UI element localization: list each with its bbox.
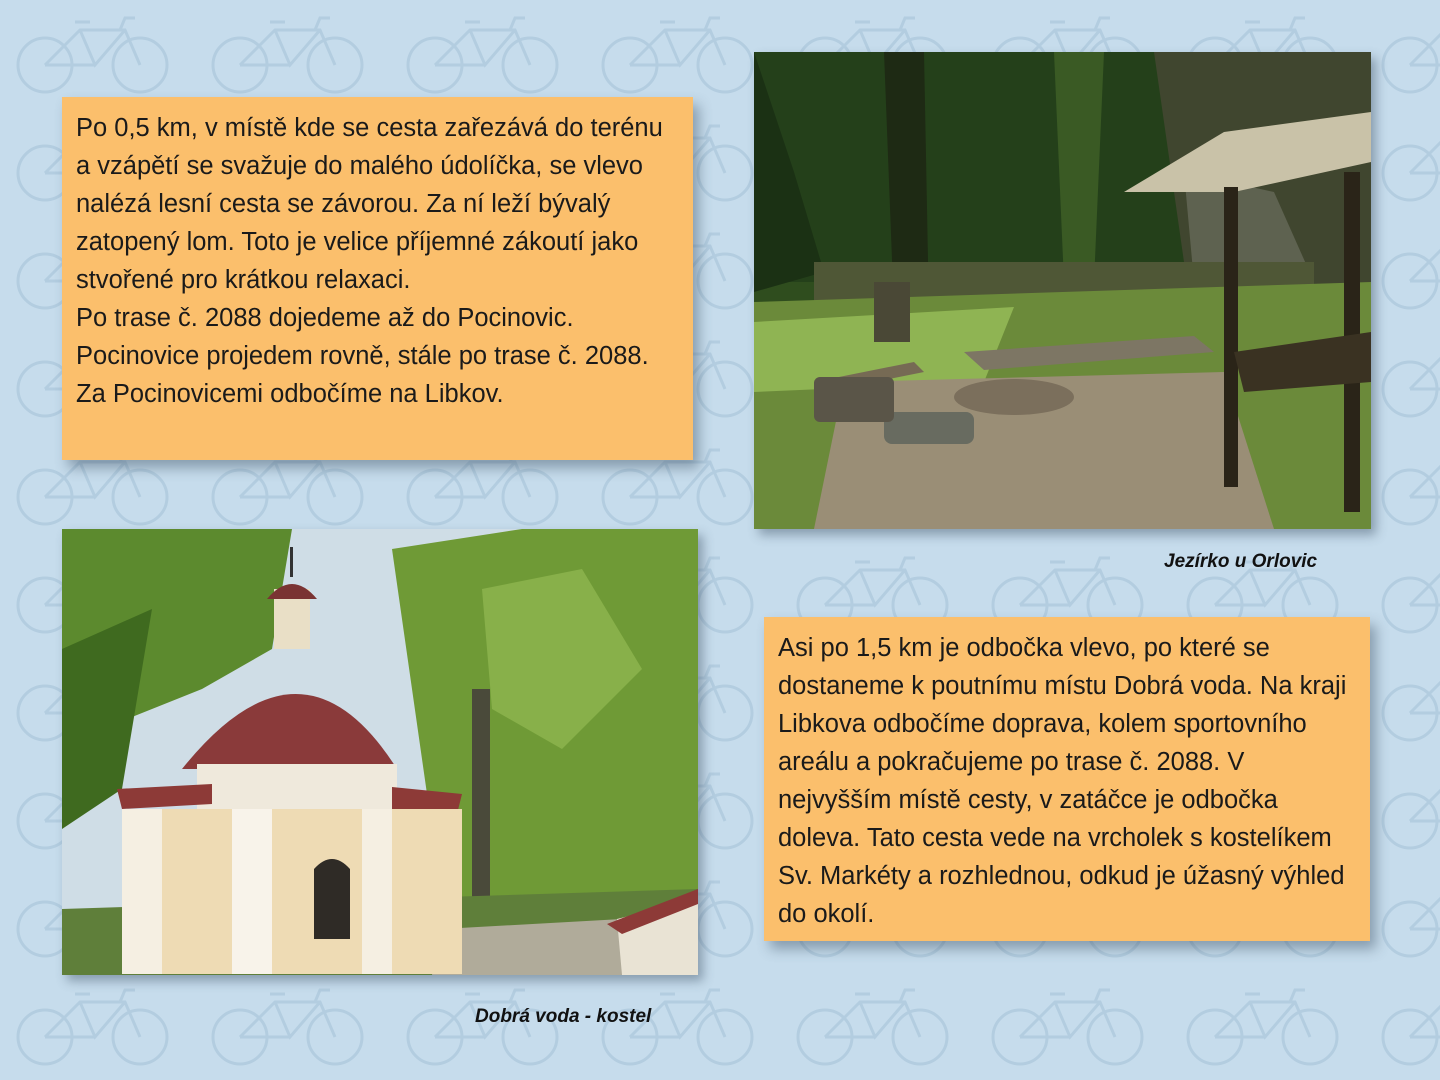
- chapel-photo: [62, 529, 698, 975]
- caption-chapel-photo: Dobrá voda - kostel: [475, 1006, 652, 1027]
- text-paragraph: Po trase č. 2088 dojedeme až do Pocinovic. Pocinovice projedem rovně, stále po trase č. 2088. Za Pocinovicemi odbočíme na Libkov.: [76, 304, 649, 408]
- text-box-route-quarry: [62, 97, 693, 460]
- text-box-route-dobra-voda: [764, 617, 1370, 941]
- caption-pond-photo: Jezírko u Orlovic: [1164, 551, 1318, 572]
- pond-photo: [754, 52, 1371, 529]
- text-paragraph: Po 0,5 km, v místě kde se cesta zařezává do terénu a vzápětí se svažuje do malého údolíčka, se vlevo nalézá lesní cesta se závorou. Za ní leží bývalý zatopený lom. Toto je velice příjemné zákoutí jako stvořené pro krátkou relaxaci.: [76, 114, 663, 294]
- text-paragraph: Asi po 1,5 km je odbočka vlevo, po které se dostaneme k poutnímu místu Dobrá voda. Na kraji Libkova odbočíme doprava, kolem sportovního areálu a pokračujeme po trase č. 2088. V nejvyšším místě cesty, v zatáčce je odbočka doleva. Tato cesta vede na vrcholek s kostelíkem Sv. Markéty a rozhlednou, odkud je úžasný výhled do okolí.: [778, 634, 1347, 928]
